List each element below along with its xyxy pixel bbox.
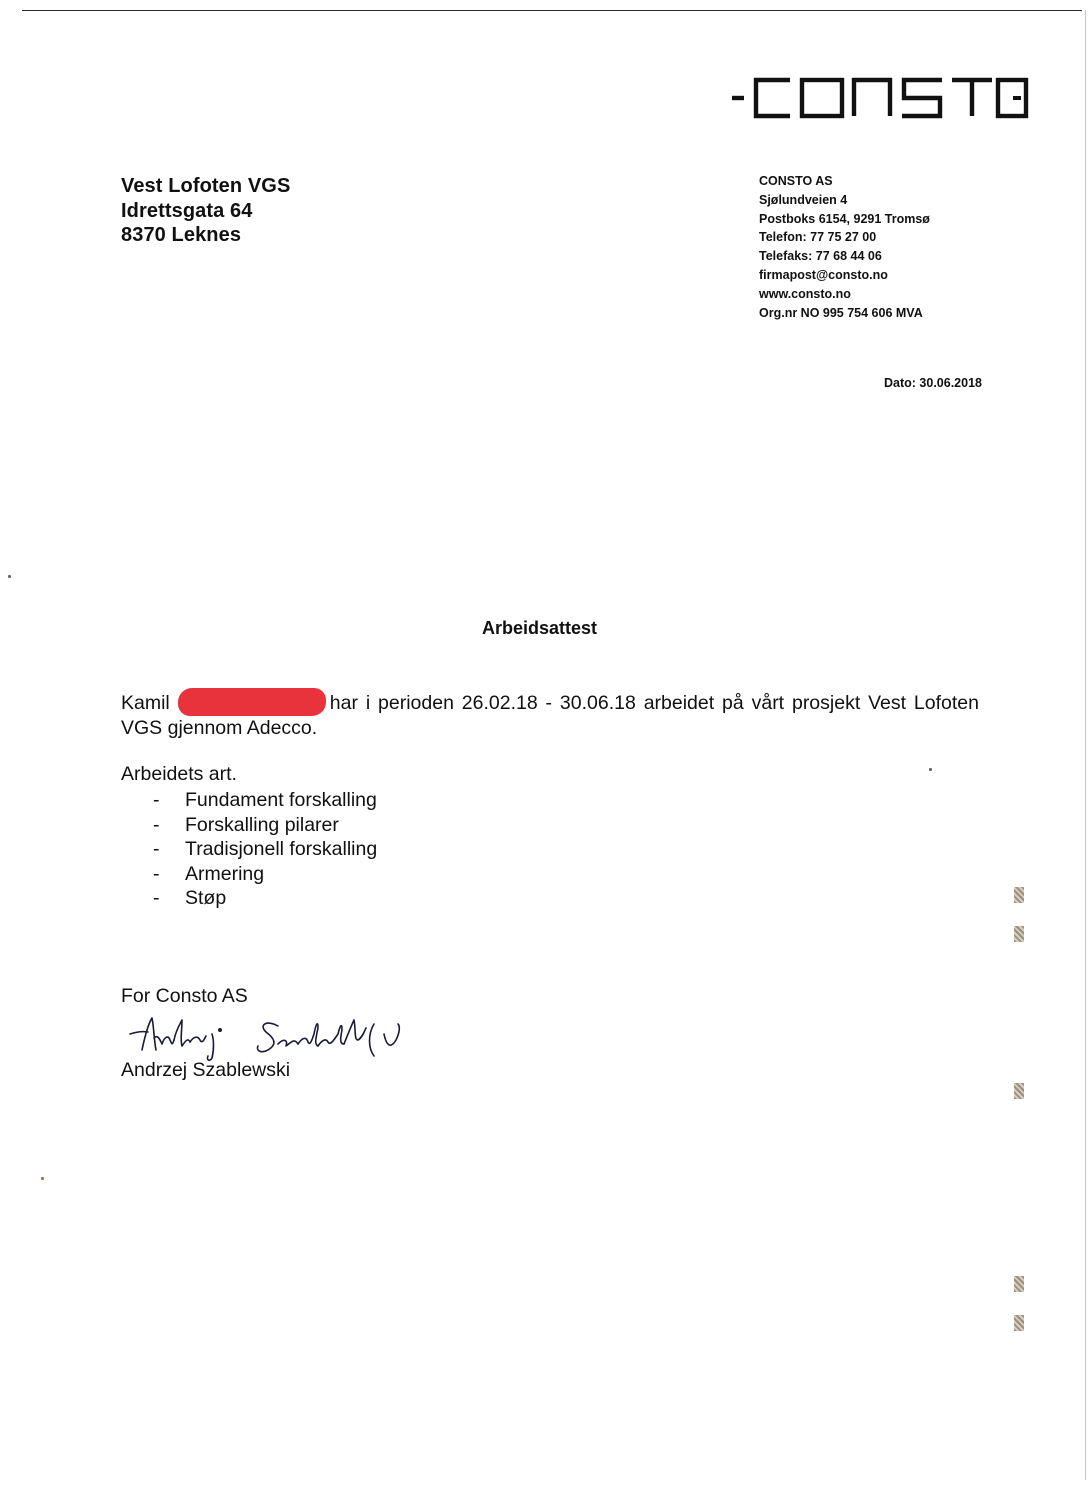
list-item-text: Forskalling pilarer: [185, 813, 339, 836]
handwritten-signature: [128, 1010, 418, 1062]
list-item-text: Tradisjonell forskalling: [185, 838, 378, 861]
sender-address: [759, 172, 930, 322]
sender-postbox: Postboks 6154, 9291 Tromsø: [759, 211, 930, 226]
list-item-text: Fundament forskalling: [185, 789, 377, 811]
scan-speck: [8, 575, 11, 578]
recipient-address: [121, 174, 290, 248]
sender-web: www.consto.no: [759, 286, 851, 301]
scan-edge-mark: [1014, 1315, 1024, 1331]
sender-fax: Telefaks: 77 68 44 06: [759, 249, 882, 264]
sender-orgnr: Org.nr NO 995 754 606 MVA: [759, 305, 923, 320]
recipient-street: Idrettsgata 64: [121, 199, 253, 222]
scan-right-edge-line: [1085, 10, 1086, 1480]
redaction-mark: [178, 688, 326, 716]
signer-name: Andrzej Szablewski: [121, 1059, 291, 1081]
list-bullet: -: [153, 838, 160, 861]
sender-email: firmapost@consto.no: [759, 267, 888, 282]
list-bullet: -: [153, 813, 160, 836]
recipient-postal: 8370 Leknes: [121, 224, 242, 246]
list-item: [121, 862, 377, 887]
consto-logo: [730, 76, 1030, 120]
list-item: [121, 788, 377, 813]
sender-phone: Telefon: 77 75 27 00: [759, 230, 877, 245]
employee-first-name: Kamil: [121, 692, 170, 714]
scan-edge-mark: [1014, 926, 1024, 942]
list-item: [121, 837, 377, 862]
scan-speck: [41, 1177, 44, 1180]
scan-edge-mark: [1014, 887, 1024, 903]
closing-for-line: For Consto AS: [121, 985, 248, 1007]
recipient-name: Vest Lofoten VGS: [121, 175, 291, 197]
letter-date: Dato: 30.06.2018: [884, 376, 982, 390]
list-bullet: -: [153, 789, 160, 811]
scan-top-edge-line: [22, 10, 1082, 11]
body-paragraph: [121, 688, 979, 741]
work-section-heading: Arbeidets art.: [121, 763, 237, 785]
sender-company: CONSTO AS: [759, 174, 833, 188]
list-bullet: -: [153, 862, 160, 885]
scan-speck: [929, 768, 932, 771]
sender-street: Sjølundveien 4: [759, 192, 848, 207]
scan-edge-mark: [1014, 1083, 1024, 1099]
list-item: [121, 886, 377, 911]
list-bullet: -: [153, 887, 160, 910]
body-text: har i perioden 26.02.18 - 30.06.18 arbeidet på vårt prosjekt Vest Lofoten VGS gjennom Adecco.: [121, 692, 979, 739]
work-list: [121, 788, 377, 911]
list-item: [121, 813, 377, 838]
list-item-text: Støp: [185, 887, 227, 910]
list-item-text: Armering: [185, 862, 265, 885]
document-title: Arbeidsattest: [482, 618, 598, 638]
scan-edge-mark: [1014, 1276, 1024, 1292]
